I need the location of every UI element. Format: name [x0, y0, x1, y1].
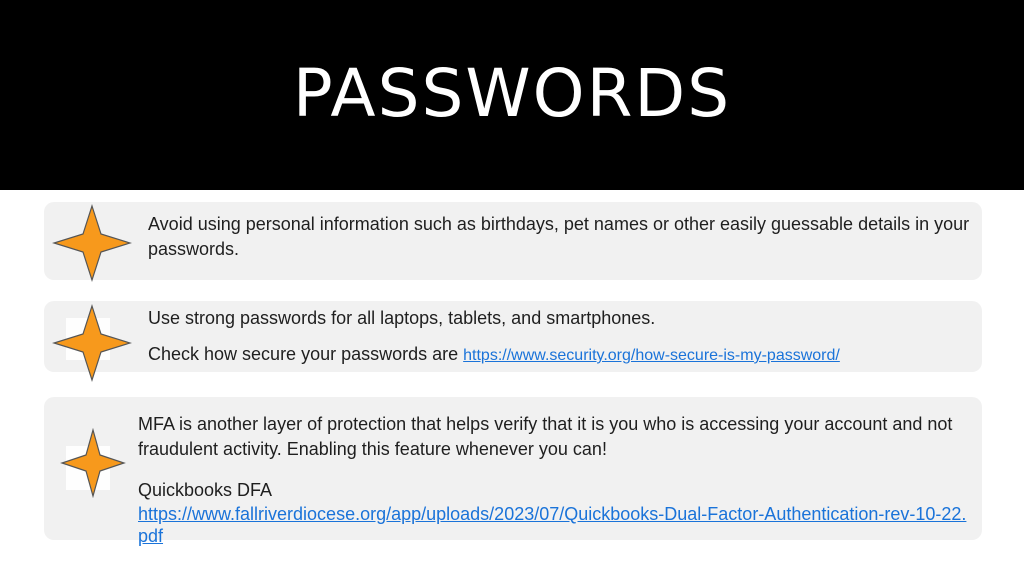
tip-strong-passwords-text: Use strong passwords for all laptops, tablets, and smartphones. — [148, 308, 656, 328]
quickbooks-dfa-link[interactable]: https://www.fallriverdiocese.org/app/uploads/2023/07/Quickbooks-Dual-Factor-Authentication-rev-10-22.pdf — [138, 504, 967, 546]
title-banner — [0, 0, 1024, 190]
password-check-label: Check how secure your passwords are — [148, 344, 464, 364]
tip-personal-info-text: Avoid using personal information such as birthdays, pet names or other easily guessable details in your passwords. — [148, 214, 970, 259]
tip-text-mfa — [138, 412, 968, 547]
four-point-star-icon — [52, 304, 132, 382]
tip-text-personal-info — [148, 212, 976, 262]
tip-mfa-text: MFA is another layer of protection that helps verify that it is you who is accessing your account and not fraudulent activity. Enabling this feature whenever you can! — [138, 414, 953, 459]
slide-title: PASSWORDS — [292, 54, 732, 132]
security-org-link[interactable]: https://www.security.org/how-secure-is-my-password/ — [463, 347, 840, 364]
tip-text-strong-passwords — [148, 306, 976, 368]
four-point-star-icon — [52, 204, 132, 282]
password-check-line — [148, 342, 976, 368]
quickbooks-label: Quickbooks DFA — [138, 480, 273, 500]
four-point-star-icon — [60, 428, 126, 498]
